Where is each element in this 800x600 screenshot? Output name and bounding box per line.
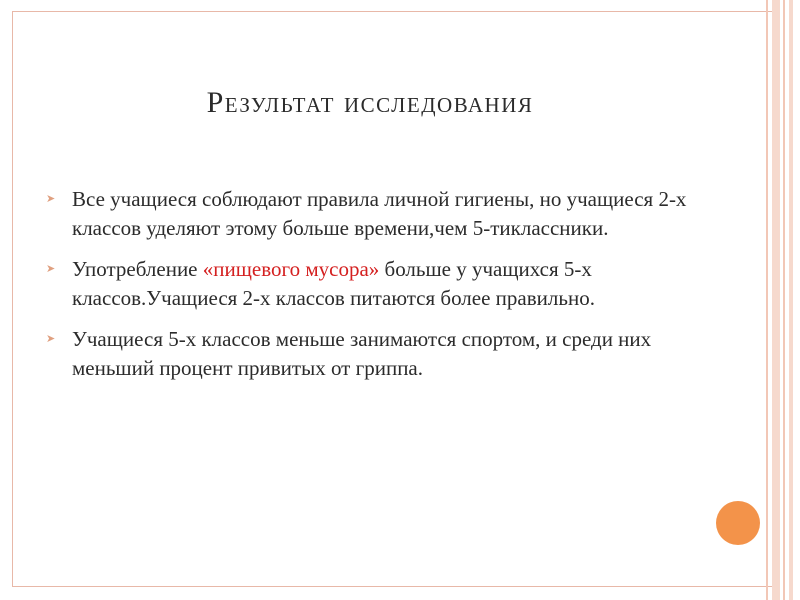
bullet-text xyxy=(72,257,595,310)
bullet-item xyxy=(46,255,706,313)
bullet-list xyxy=(46,185,706,395)
bullet-text: Все учащиеся соблюдают правила личной гигиены, но учащиеся 2-х классов уделяют этому больше времени,чем 5-тиклассники. xyxy=(72,187,687,240)
decorative-stripe xyxy=(772,0,780,600)
decorative-stripe xyxy=(789,0,793,600)
bullet-text-start: Употребление xyxy=(72,257,203,281)
slide-title: Результат исследования xyxy=(206,86,534,119)
decorative-stripe xyxy=(766,0,768,600)
decorative-stripe xyxy=(783,0,785,600)
bullet-item xyxy=(46,325,706,383)
bullet-text-end: больше у учащихся 5-х классов.Учащиеся 2-х классов питаются более правильно. xyxy=(72,257,595,310)
decorative-orange-circle xyxy=(716,501,760,545)
bullet-item xyxy=(46,185,706,243)
arrow-bullet-icon: ➤ xyxy=(46,262,56,275)
bullet-text: Учащиеся 5-х классов меньше занимаются спортом, и среди них меньший процент привитых от гриппа. xyxy=(72,327,652,380)
highlighted-term: «пищевого мусора» xyxy=(202,257,380,281)
arrow-bullet-icon: ➤ xyxy=(46,332,56,345)
arrow-bullet-icon: ➤ xyxy=(46,192,56,205)
